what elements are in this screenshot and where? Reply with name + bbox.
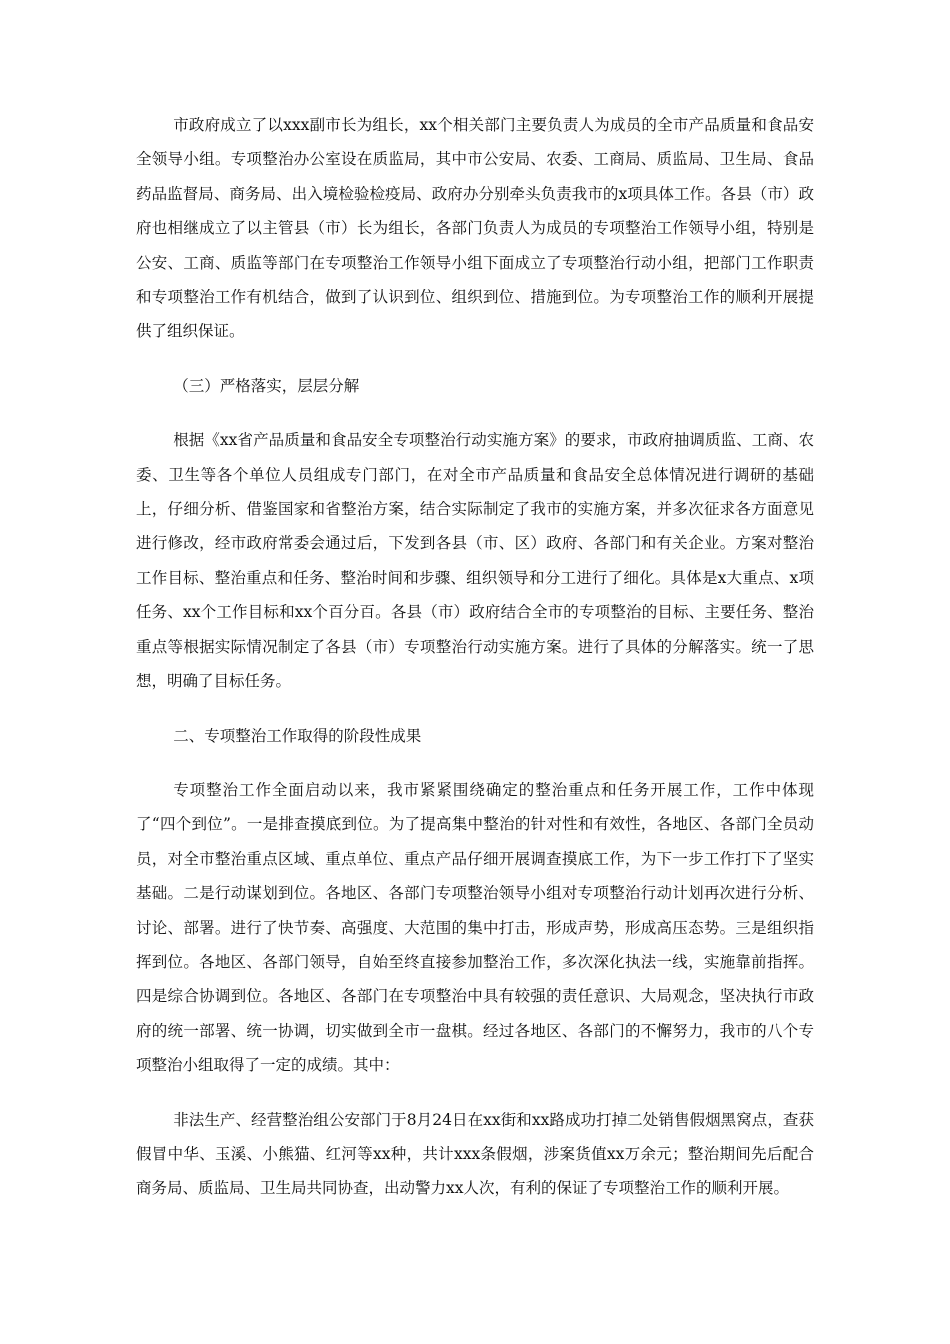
paragraph-implementation-plan: 根据《xx省产品质量和食品安全专项整治行动实施方案》的要求，市政府抽调质监、工商、农委、卫生等各个单位人员组成专门部门，在对全市产品质量和食品安全总体情况进行调研的基础上，仔细分析、借鉴国家和省整治方案，结合实际制定了我市的实施方案，并多次征求各方面意见进行修改，经市政府常委会通过后，下发到各县（市、区）政府、各部门和有关企业。方案对整治工作目标、整治重点和任务、整治时间和步骤、组织领导和分工进行了细化。具体是x大重点、x项任务、xx个工作目标和xx个百分百。各县（市）政府结合全市的专项整治的目标、主要任务、整治重点等根据实际情况制定了各县（市）专项整治行动实施方案。进行了具体的分解落实。统一了思想，明确了目标任务。	[136, 431, 814, 691]
section-heading-strict-implementation: （三）严格落实，层层分解	[173, 376, 360, 395]
paragraph-four-in-place: 专项整治工作全面启动以来，我市紧紧围绕确定的整治重点和任务开展工作，工作中体现了“四个到位”。一是排查摸底到位。为了提高集中整治的针对性和有效性，各地区、各部门全员动员，对全市整治重点区域、重点单位、重点产品仔细开展调查摸底工作，为下一步工作打下了坚实基础。二是行动谋划到位。各地区、各部门专项整治领导小组对专项整治行动计划再次进行分析、讨论、部署。进行了快节奏、高强度、大范围的集中打击，形成声势，形成高压态势。三是组织指挥到位。各地区、各部门领导，自始至终直接参加整治工作，多次深化执法一线，实施靠前指挥。四是综合协调到位。各地区、各部门在专项整治中具有较强的责任意识、大局观念，坚决执行市政府的统一部署、统一协调，切实做到全市一盘棋。经过各地区、各部门的不懈努力，我市的八个专项整治小组取得了一定的成绩。其中：	[136, 780, 814, 1075]
paragraph-illegal-production-group: 非法生产、经营整治组公安部门于8月24日在xx街和xx路成功打掉二处销售假烟黑窝点，查获假冒中华、玉溪、小熊猫、红河等xx种，共计xxx条假烟，涉案货值xx万余元；整治期间先后配合商务局、质监局、卫生局共同协查，出动警力xx人次，有利的保证了专项整治工作的顺利开展。	[136, 1110, 814, 1198]
document-body	[136, 108, 814, 1226]
section-heading-phase-results: 二、专项整治工作取得的阶段性成果	[173, 726, 422, 745]
paragraph-leading-group: 市政府成立了以xxx副市长为组长，xx个相关部门主要负责人为成员的全市产品质量和食品安全领导小组。专项整治办公室设在质监局，其中市公安局、农委、工商局、质监局、卫生局、食品药品监督局、商务局、出入境检验检疫局、政府办分别牵头负责我市的x项具体工作。各县（市）政府也相继成立了以主管县（市）长为组长，各部门负责人为成员的专项整治工作领导小组，特别是公安、工商、质监等部门在专项整治工作领导小组下面成立了专项整治行动小组，把部门工作职责和专项整治工作有机结合，做到了认识到位、组织到位、措施到位。为专项整治工作的顺利开展提供了组织保证。	[136, 116, 814, 341]
